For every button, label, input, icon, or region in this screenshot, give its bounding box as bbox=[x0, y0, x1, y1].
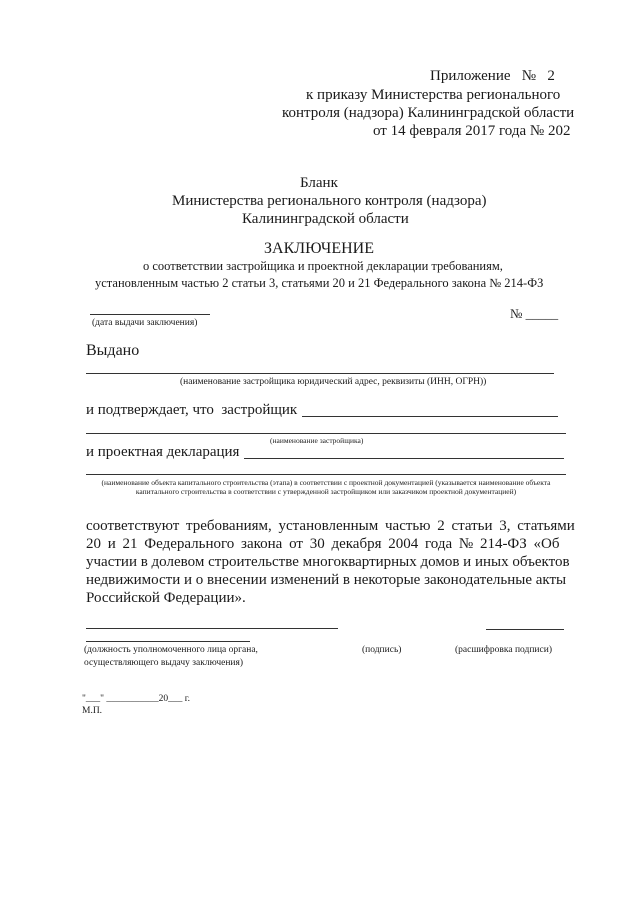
confirms-label: и подтверждает, что застройщик bbox=[86, 402, 298, 418]
conclusion-number: № _____ bbox=[510, 306, 559, 321]
document-title: ЗАКЛЮЧЕНИЕ bbox=[264, 240, 374, 257]
decoding-line bbox=[486, 629, 564, 630]
position-caption-line-2: осуществляющего выдачу заключения) bbox=[84, 658, 244, 668]
appendix-line-2: к приказу Министерства регионального bbox=[306, 87, 561, 103]
position-line-1 bbox=[86, 628, 338, 629]
object-caption: (наименование объекта капитального строительства (этапа) в соответствии с проектной документацией (указывается наименование объекта капитального строительства в соответствии с утвержденной застройщиком или заказчиком проектной документацией) bbox=[101, 478, 551, 496]
stamp-place: М.П. bbox=[82, 706, 103, 716]
issued-line bbox=[86, 373, 554, 374]
signing-date: "___" ___________20___ г. bbox=[82, 694, 190, 704]
developer-caption: (наименование застройщика) bbox=[270, 436, 364, 445]
form-header-line-1: Бланк bbox=[300, 175, 338, 191]
signature-caption: (подпись) bbox=[362, 645, 402, 655]
declaration-line-1 bbox=[244, 458, 564, 459]
decoding-caption: (расшифровка подписи) bbox=[455, 645, 552, 655]
compliance-line-3: участии в долевом строительстве многоквартирных домов и иных объектов bbox=[86, 554, 570, 570]
position-line-2 bbox=[86, 641, 250, 642]
subtitle-line-2: установленным частью 2 статьи 3, статьями 20 и 21 Федерального закона № 214-ФЗ bbox=[95, 276, 544, 290]
appendix-line-3: контроля (надзора) Калининградской области bbox=[282, 105, 575, 121]
appendix-line-1: Приложение № 2 bbox=[430, 68, 555, 84]
developer-line-2 bbox=[86, 433, 566, 434]
compliance-line-5: Российской Федерации». bbox=[86, 590, 246, 606]
issued-label: Выдано bbox=[86, 342, 140, 359]
compliance-line-4: недвижимости и о внесении изменений в некоторые законодательные акты bbox=[86, 572, 567, 588]
developer-line-1 bbox=[302, 416, 558, 417]
declaration-line-2 bbox=[86, 474, 566, 475]
position-caption-line-1: (должность уполномоченного лица органа, bbox=[84, 645, 258, 655]
declaration-label: и проектная декларация bbox=[86, 444, 240, 460]
subtitle-line-1: о соответствии застройщика и проектной декларации требованиям, bbox=[143, 259, 503, 273]
appendix-line-4: от 14 февраля 2017 года № 202 bbox=[373, 123, 571, 139]
compliance-line-2: 20 и 21 Федерального закона от 30 декабря 2004 года № 214-ФЗ «Об bbox=[86, 536, 560, 552]
issue-date-line bbox=[90, 314, 210, 315]
compliance-line-1: соответствуют требованиям, установленным частью 2 статьи 3, статьями bbox=[86, 518, 575, 534]
form-header-line-3: Калининградской области bbox=[242, 211, 409, 227]
issue-date-caption: (дата выдачи заключения) bbox=[92, 318, 198, 328]
form-header-line-2: Министерства регионального контроля (надзора) bbox=[172, 193, 487, 209]
issued-caption: (наименование застройщика юридический адрес, реквизиты (ИНН, ОГРН)) bbox=[180, 377, 487, 387]
